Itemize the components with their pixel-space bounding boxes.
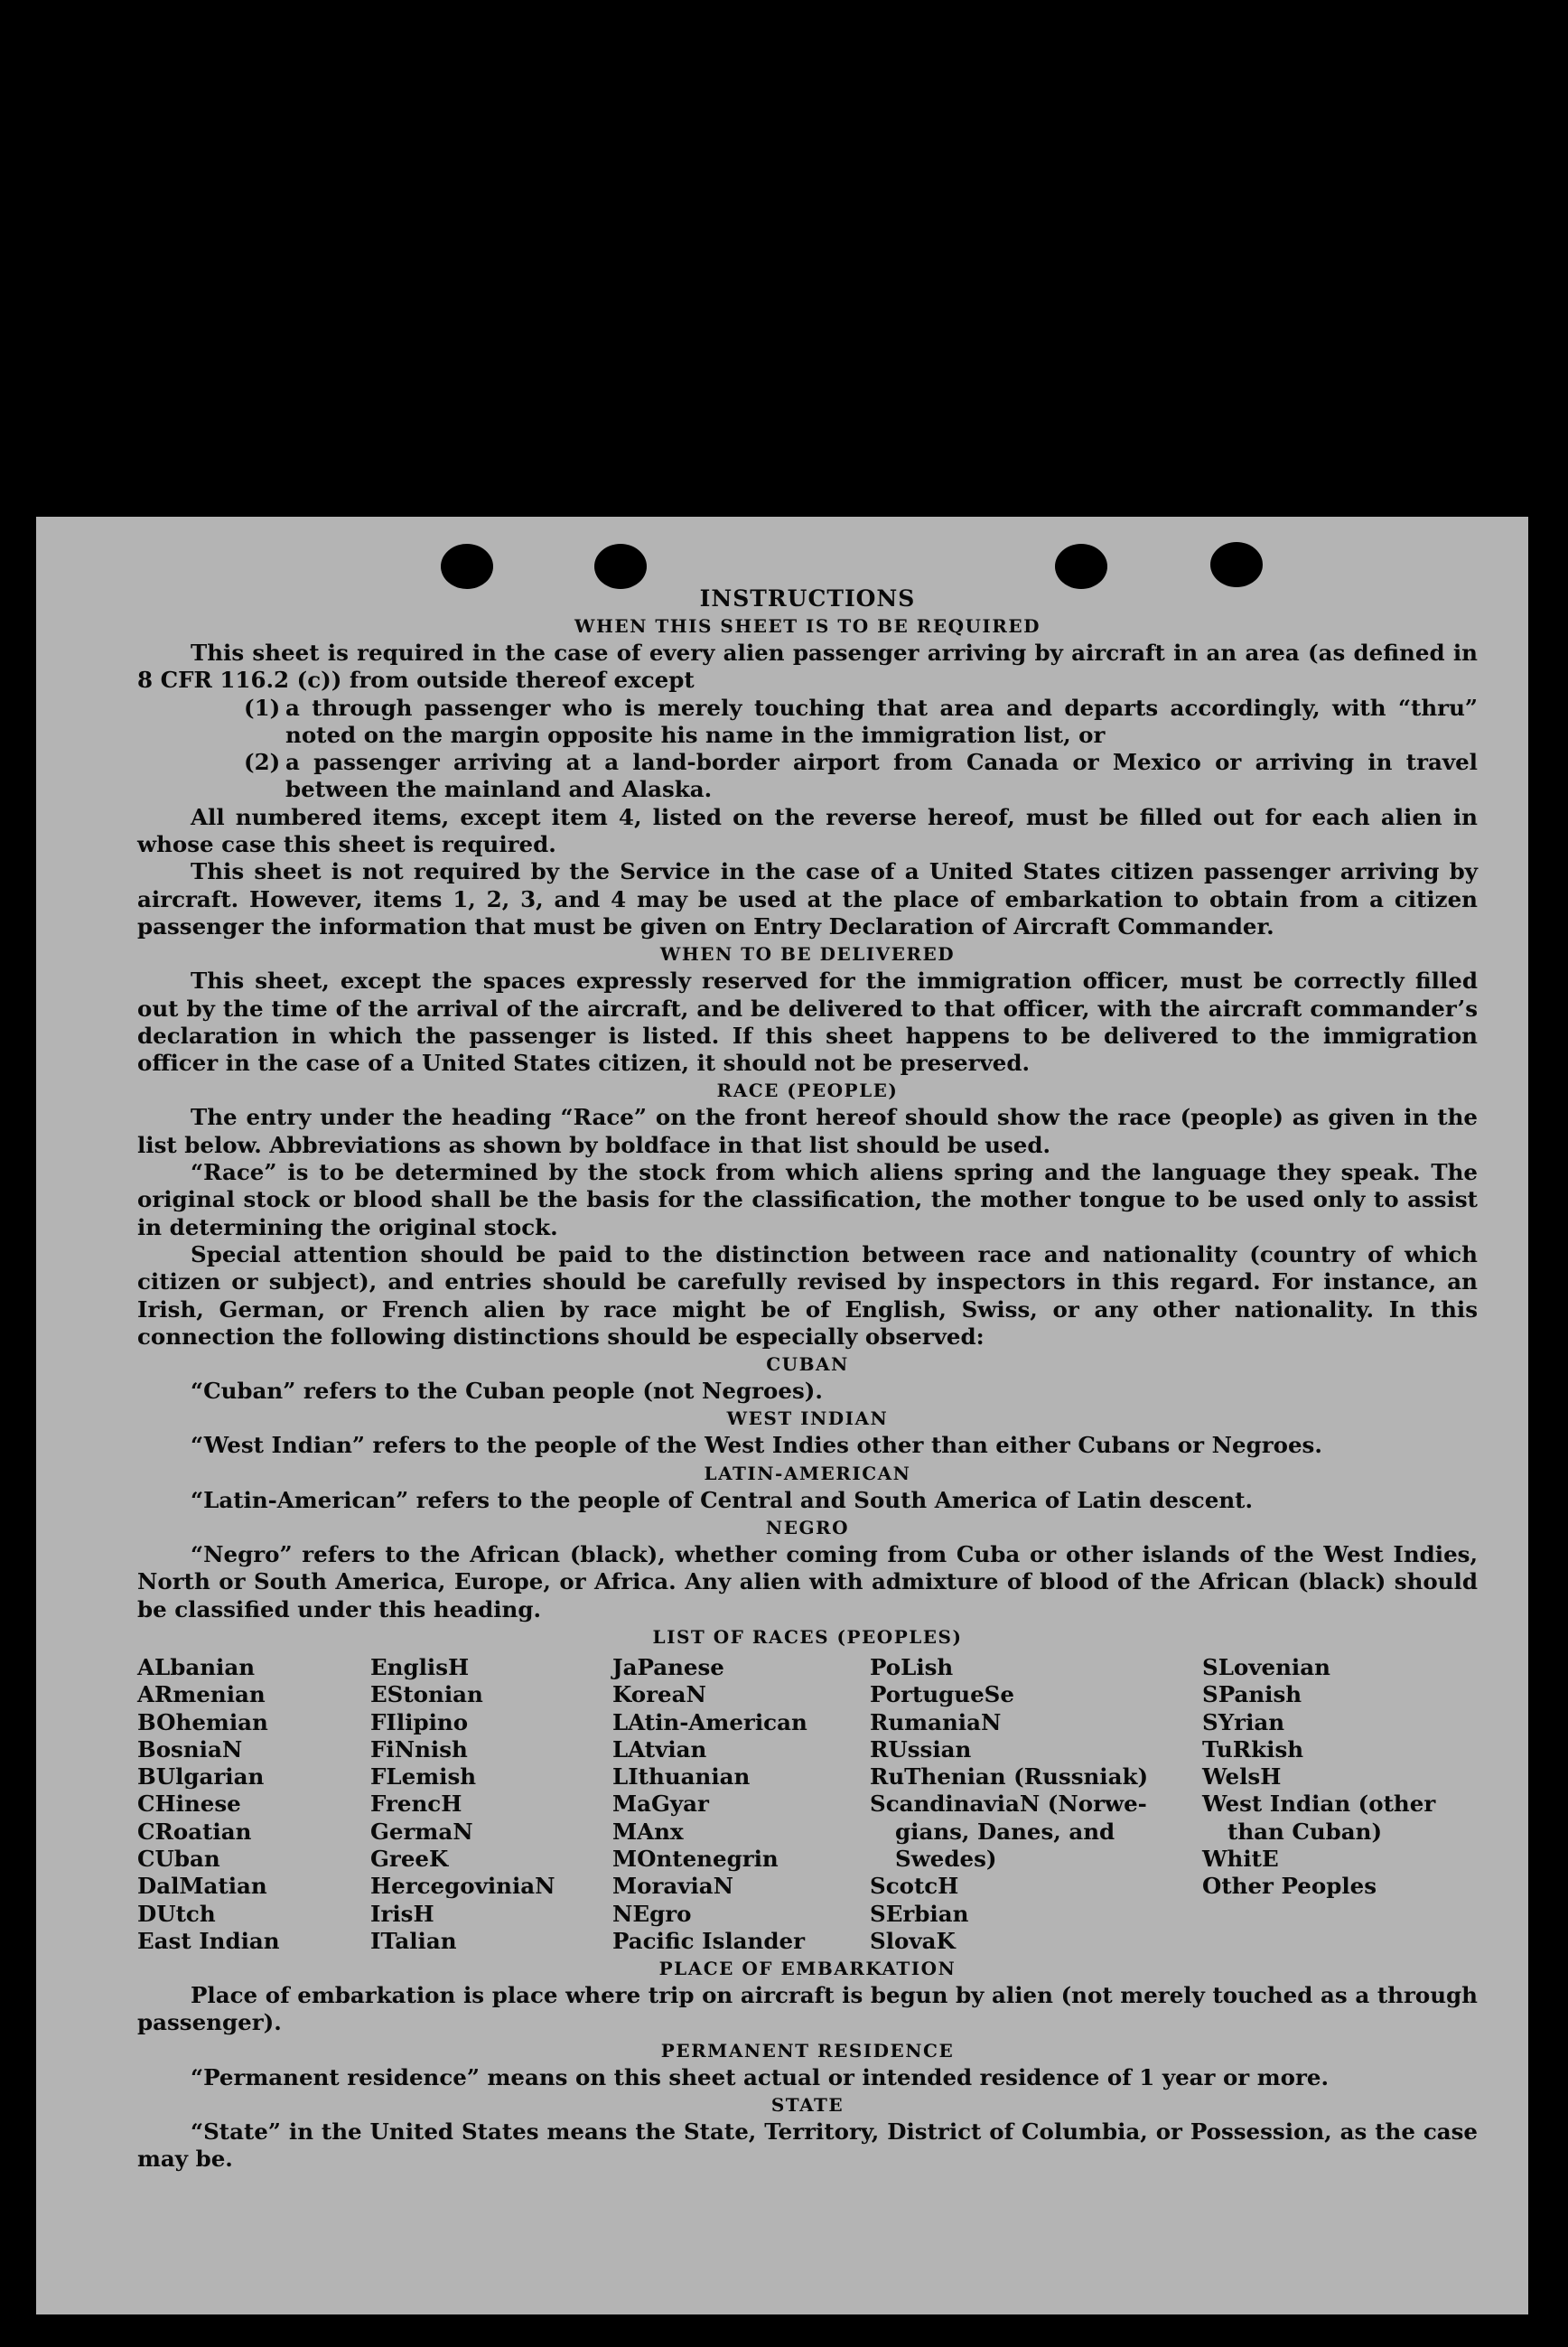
race-entry: FLemish bbox=[370, 1763, 477, 1791]
numbered-exception bbox=[244, 695, 1478, 750]
race-entry: SPanish bbox=[1202, 1681, 1302, 1708]
item-number: (1) bbox=[244, 694, 281, 721]
race-entry: DUtch bbox=[137, 1900, 216, 1927]
race-entry: SYrian bbox=[1202, 1708, 1285, 1735]
race-entry: FiNnish bbox=[370, 1735, 468, 1763]
heading-cuban: CUBAN bbox=[766, 1353, 849, 1376]
race-entry: ScotcH bbox=[870, 1873, 959, 1900]
race-entry: Other Peoples bbox=[1202, 1873, 1377, 1900]
race-entry: JaPanese bbox=[612, 1653, 724, 1680]
paragraph: All numbered items, except item 4, listed on the reverse hereof, must be filled out for each alien in whose case this sheet is required. bbox=[137, 803, 1478, 858]
race-entry: GermaN bbox=[370, 1818, 473, 1845]
race-entry: RumaniaN bbox=[870, 1708, 1002, 1735]
race-entry: MOntenegrin bbox=[612, 1845, 779, 1872]
race-entry: WhitE bbox=[1202, 1845, 1279, 1872]
heading-when-delivered: WHEN TO BE DELIVERED bbox=[659, 943, 956, 966]
race-entry: SLovenian bbox=[1202, 1653, 1330, 1680]
race-entry-continued: gians, Danes, and bbox=[895, 1818, 1115, 1845]
paragraph: “Race” is to be determined by the stock from which aliens spring and the language they speak. The original stock or blood shall be the basis for the classification, the mother tongue to be used only to assist in determining the original stock. bbox=[137, 1159, 1478, 1240]
race-column bbox=[612, 1654, 870, 1955]
heading-race: RACE (PEOPLE) bbox=[716, 1080, 899, 1102]
race-entry: DalMatian bbox=[137, 1873, 267, 1900]
race-column bbox=[870, 1654, 1202, 1955]
paragraph: “West Indian” refers to the people of the West Indies other than either Cubans or Negroes. bbox=[191, 1432, 1322, 1459]
race-entry: CHinese bbox=[137, 1791, 241, 1818]
race-entry: KoreaN bbox=[612, 1681, 706, 1708]
race-entry: ALbanian bbox=[137, 1653, 256, 1680]
race-entry: FrencH bbox=[370, 1791, 462, 1818]
race-entry: LIthuanian bbox=[612, 1763, 751, 1791]
item-text: a through passenger who is merely touching that area and departs accordingly, with “thru” noted on the margin opposite his name in the immigration list, or bbox=[285, 694, 1478, 748]
heading-when-required: WHEN THIS SHEET IS TO BE REQUIRED bbox=[574, 615, 1041, 637]
paragraph: This sheet is not required by the Service in the case of a United States citizen passenger arriving by aircraft. However, items 1, 2, 3, and 4 may be used at the place of embarkation to obtain from a citizen passenger the information that must be given on Entry Declaration of Aircraft Commander. bbox=[137, 858, 1478, 940]
punch-hole bbox=[1210, 542, 1263, 587]
race-entry: PoLish bbox=[870, 1653, 954, 1680]
race-entry: NEgro bbox=[612, 1900, 692, 1927]
race-entry: ITalian bbox=[370, 1927, 457, 1954]
race-entry: MoraviaN bbox=[612, 1873, 734, 1900]
paragraph: The entry under the heading “Race” on the front hereof should show the race (people) as given in the list below. Abbreviations as shown by boldface in that list should be used. bbox=[137, 1104, 1478, 1158]
heading-state: STATE bbox=[770, 2094, 845, 2117]
race-entry: GreeK bbox=[370, 1845, 449, 1872]
race-entry: CUban bbox=[137, 1845, 220, 1872]
paragraph: This sheet, except the spaces expressly reserved for the immigration officer, must be correctly filled out by the time of the arrival of the aircraft, and be delivered to that officer, with the aircraft commander’s declaration in which the passenger is listed. If this sheet happens to be delivered to the immigration officer in the case of a United States citizen, it should not be preserved. bbox=[137, 968, 1478, 1077]
race-entry: EStonian bbox=[370, 1681, 483, 1708]
numbered-exception bbox=[244, 749, 1478, 804]
heading-permanent-residence: PERMANENT RESIDENCE bbox=[660, 2039, 955, 2062]
item-text: a passenger arriving at a land-border airport from Canada or Mexico or arriving in travel between the mainland and Alaska. bbox=[285, 749, 1478, 803]
race-entry-continued: than Cuban) bbox=[1227, 1818, 1383, 1845]
race-entry: FIlipino bbox=[370, 1708, 469, 1735]
race-entry: SErbian bbox=[870, 1900, 969, 1927]
race-entry: LAtvian bbox=[612, 1735, 707, 1763]
paragraph: This sheet is required in the case of every alien passenger arriving by aircraft in an area (as defined in 8 CFR 116.2 (c)) from outside thereof except bbox=[137, 640, 1478, 694]
heading-latin-american: LATIN-AMERICAN bbox=[704, 1462, 911, 1484]
race-entry-continued: Swedes) bbox=[895, 1845, 997, 1872]
paragraph: “Cuban” refers to the Cuban people (not Negroes). bbox=[191, 1378, 823, 1405]
race-entry: SlovaK bbox=[870, 1927, 956, 1954]
paragraph: “Negro” refers to the African (black), whether coming from Cuba or other islands of the West Indies, North or South America, Europe, or Africa. Any alien with admixture of blood of the African (black) should be classified under this heading. bbox=[137, 1541, 1478, 1622]
paragraph: Place of embarkation is place where trip on aircraft is begun by alien (not merely touched as a through passenger). bbox=[137, 1982, 1478, 2036]
race-column bbox=[370, 1654, 612, 1955]
race-entry: BosniaN bbox=[137, 1735, 243, 1763]
race-entry: TuRkish bbox=[1202, 1735, 1304, 1763]
heading-list-of-races: LIST OF RACES (PEOPLES) bbox=[652, 1625, 963, 1648]
race-entry: ScandinaviaN (Norwe- bbox=[870, 1791, 1147, 1818]
race-column bbox=[137, 1654, 370, 1955]
paragraph: “Latin-American” refers to the people of Central and South America of Latin descent. bbox=[191, 1486, 1253, 1513]
page-title: INSTRUCTIONS bbox=[699, 585, 916, 612]
heading-negro: NEGRO bbox=[765, 1517, 850, 1539]
paragraph: “State” in the United States means the State, Territory, District of Columbia, or Possession, as the case may be. bbox=[137, 2118, 1478, 2173]
race-entry: WelsH bbox=[1202, 1763, 1282, 1791]
race-entry: RuThenian (Russniak) bbox=[870, 1763, 1149, 1791]
race-entry: CRoatian bbox=[137, 1818, 252, 1845]
race-entry: IrisH bbox=[370, 1900, 434, 1927]
race-entry: RUssian bbox=[870, 1735, 972, 1763]
race-entry: MAnx bbox=[612, 1818, 684, 1845]
race-entry: MaGyar bbox=[612, 1791, 709, 1818]
race-entry: BOhemian bbox=[137, 1708, 268, 1735]
race-entry: ARmenian bbox=[137, 1681, 266, 1708]
instruction-sheet bbox=[36, 517, 1528, 2314]
race-entry: LAtin-American bbox=[612, 1708, 807, 1735]
race-list bbox=[137, 1654, 1478, 1955]
paragraph: “Permanent residence” means on this sheet actual or intended residence of 1 year or more. bbox=[191, 2063, 1330, 2090]
race-entry: Pacific Islander bbox=[612, 1927, 805, 1954]
paragraph: Special attention should be paid to the distinction between race and nationality (country of which citizen or subject), and entries should be carefully revised by inspectors in this regard. For instance, an Irish, German, or French alien by race might be of English, Swiss, or any other nationality. In this connection the following distinctions should be especially observed: bbox=[137, 1240, 1478, 1350]
punch-hole bbox=[441, 544, 493, 589]
heading-west-indian: WEST INDIAN bbox=[726, 1407, 889, 1430]
sheet-content bbox=[137, 585, 1478, 2174]
race-column bbox=[1202, 1654, 1473, 1955]
race-entry: HercegoviniaN bbox=[370, 1873, 555, 1900]
race-entry: EnglisH bbox=[370, 1653, 470, 1680]
punch-hole bbox=[1055, 544, 1107, 589]
race-entry: East Indian bbox=[137, 1927, 280, 1954]
punch-hole bbox=[594, 544, 647, 589]
race-entry: West Indian (other bbox=[1202, 1791, 1436, 1818]
item-number: (2) bbox=[244, 749, 281, 776]
race-entry: PortugueSe bbox=[870, 1681, 1014, 1708]
race-entry: BUlgarian bbox=[137, 1763, 265, 1791]
heading-embarkation: PLACE OF EMBARKATION bbox=[658, 1958, 957, 1980]
